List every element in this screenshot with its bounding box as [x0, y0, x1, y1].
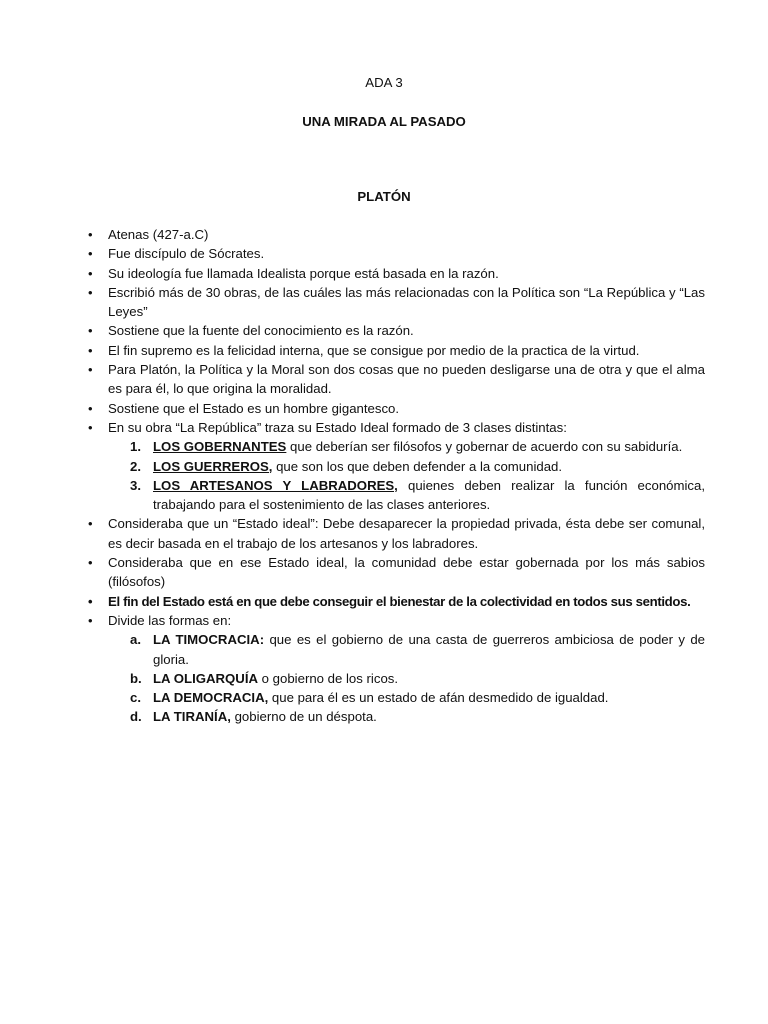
- list-item-text: Sostiene que el Estado es un hombre gigantesco.: [108, 400, 400, 416]
- document-title: UNA MIRADA AL PASADO: [302, 114, 466, 129]
- item-text: que es el gobierno de una casta de guerreros ambiciosa de poder y de gloria.: [153, 632, 705, 667]
- list-item: [88, 418, 705, 437]
- item-text: quienes deben realizar la función económica, trabajando para el sostenimiento de las clases anteriores.: [153, 477, 705, 513]
- list-item-text: Su ideología fue llamada Idealista porque está basada en la razón.: [108, 265, 499, 281]
- list-item: [88, 592, 705, 611]
- list-item-text: Consideraba que en ese Estado ideal, la comunidad debe estar gobernada por los más sabios (filósofos): [108, 555, 705, 590]
- numbered-item: [130, 437, 705, 456]
- bullet-icon: •: [88, 400, 93, 416]
- bullet-icon: •: [88, 342, 93, 358]
- item-letter: a.: [130, 632, 141, 648]
- numbered-item: [130, 457, 705, 476]
- list-item-text: En su obra “La República” traza su Estado Ideal formado de 3 clases distintas:: [108, 419, 567, 435]
- list-item-text: Para Platón, la Política y la Moral son dos cosas que no pueden desligarse una de otra y que el alma es para él, lo que origina la moralidad.: [108, 362, 705, 397]
- item-letter: c.: [130, 690, 141, 706]
- list-item: [88, 611, 705, 630]
- list-item-text: El fin del Estado está en que debe conseguir el bienestar de la colectividad en todos sus sentidos.: [108, 593, 691, 609]
- lettered-item: [130, 688, 705, 707]
- list-item: [88, 321, 705, 340]
- bullet-icon: •: [88, 323, 93, 339]
- item-text: que son los que deben defender a la comunidad.: [272, 458, 563, 474]
- item-term: LA TIRANÍA,: [153, 709, 231, 725]
- item-text: que deberían ser filósofos y gobernar de acuerdo con su sabiduría.: [286, 439, 683, 455]
- item-term: LOS ARTESANOS Y LABRADORES,: [153, 477, 398, 493]
- bullet-icon: •: [88, 612, 93, 628]
- item-number: 1.: [130, 439, 141, 455]
- item-number: 3.: [130, 477, 141, 493]
- bullet-icon: •: [88, 227, 93, 242]
- bullet-icon: •: [88, 593, 93, 609]
- list-item: [88, 244, 705, 263]
- numbered-item: [130, 476, 705, 515]
- list-item: [88, 553, 705, 592]
- bullet-icon: •: [88, 246, 93, 262]
- list-item-text: Fue discípulo de Sócrates.: [108, 246, 265, 262]
- bullet-icon: •: [88, 419, 93, 435]
- assignment-label: ADA 3: [365, 75, 403, 90]
- list-item-text: Escribió más de 30 obras, de las cuáles las más relacionadas con la Política son “La República y “Las Leyes”: [108, 284, 705, 320]
- list-item: [88, 225, 705, 244]
- item-number: 2.: [130, 458, 141, 474]
- list-item-text: Consideraba que un “Estado ideal”: Debe desaparecer la propiedad privada, ésta debe ser comunal, es decir basada en el trabajo de los artesanos y los labradores.: [108, 516, 705, 551]
- lettered-item: [130, 707, 705, 726]
- lettered-item: [130, 630, 705, 669]
- list-item-text: Sostiene que la fuente del conocimiento es la razón.: [108, 323, 414, 339]
- list-item-text: Atenas (427-a.C): [108, 227, 209, 242]
- list-item: [88, 283, 705, 322]
- item-text: o gobierno de los ricos.: [258, 670, 399, 686]
- bullet-icon: •: [88, 555, 93, 571]
- list-item: [88, 341, 705, 360]
- item-text: que para él es un estado de afán desmedido de igualdad.: [268, 690, 609, 706]
- list-item-text: Divide las formas en:: [108, 612, 232, 628]
- item-term: LA OLIGARQUÍA: [153, 670, 259, 686]
- item-term: LA TIMOCRACIA:: [153, 632, 265, 648]
- list-item-text: El fin supremo es la felicidad interna, que se consigue por medio de la practica de la virtud.: [108, 342, 640, 358]
- item-term: LA DEMOCRACIA,: [153, 690, 269, 706]
- list-item: [88, 399, 705, 418]
- bullet-list: [88, 225, 705, 727]
- item-term: LOS GOBERNANTES: [153, 439, 287, 455]
- item-term: LOS GUERREROS,: [153, 458, 273, 474]
- list-item: [88, 360, 705, 399]
- item-letter: d.: [130, 709, 142, 725]
- bullet-icon: •: [88, 362, 93, 378]
- list-item: [88, 514, 705, 553]
- item-letter: b.: [130, 670, 142, 686]
- bullet-icon: •: [88, 284, 93, 300]
- section-heading: PLATÓN: [357, 189, 411, 204]
- item-text: gobierno de un déspota.: [230, 709, 377, 725]
- lettered-item: [130, 669, 705, 688]
- bullet-icon: •: [88, 516, 93, 532]
- bullet-icon: •: [88, 265, 93, 281]
- list-item: [88, 264, 705, 283]
